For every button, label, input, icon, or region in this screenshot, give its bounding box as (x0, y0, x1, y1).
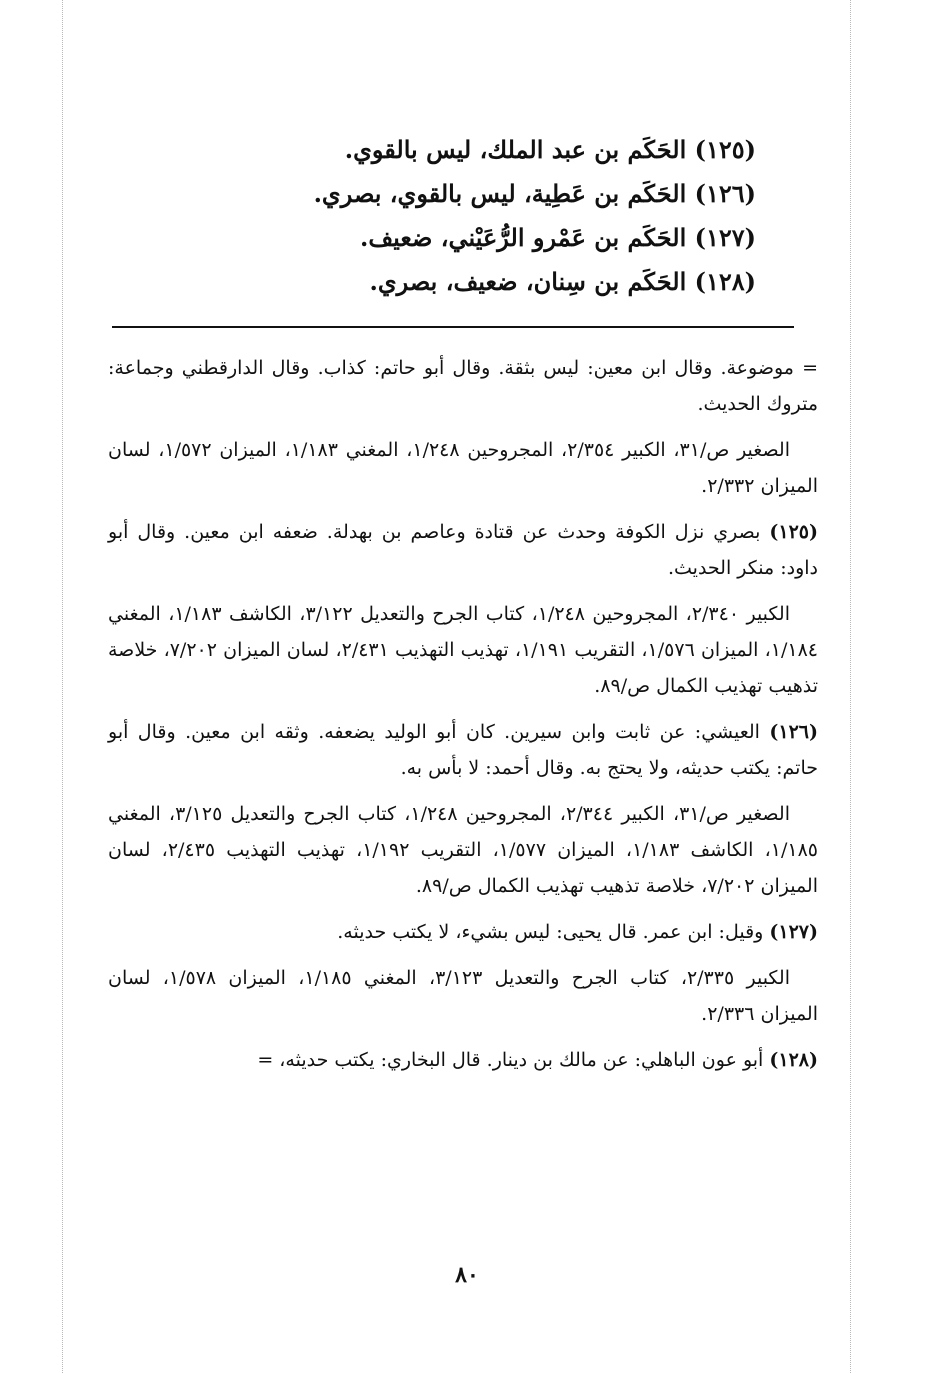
footnote-125-text (108, 514, 818, 586)
footnote-body: وقيل: ابن عمر. قال يحيى: ليس بشيء، لا يكتب حديثه. (337, 921, 764, 943)
footnote-128-text (108, 1042, 818, 1078)
footnote-carryover-refs: الصغير ص/٣١، الكبير ٢/٣٥٤، المجروحين ١/٢٤٨، المغني ١/١٨٣، الميزان ١/٥٧٢، لسان الميزان ٢/٣٣٢. (108, 439, 818, 497)
footnote-126-text (108, 714, 818, 786)
footnote-separator (112, 326, 794, 328)
footnote-number: (١٢٦) (769, 721, 818, 743)
footnote-number: (١٢٧) (769, 921, 818, 943)
page-number: ٨٠ (455, 1262, 479, 1288)
footnote-125-refs: الكبير ٢/٣٤٠، المجروحين ١/٢٤٨، كتاب الجرح والتعديل ٣/١٢٢، الكاشف ١/١٨٣، المغني ١/١٨٤، الميزان ١/٥٧٦، التقريب ١/١٩١، تهذيب التهذيب ٢/٤٣١، لسان الميزان ٧/٢٠٢، خلاصة تذهيب تهذيب الكمال ص/٨٩. (108, 603, 819, 697)
footnote-number: (١٢٨) (769, 1049, 818, 1071)
footnotes (108, 350, 818, 1088)
footnote-carryover-text: = موضوعة. وقال ابن معين: ليس بثقة. وقال أبو حاتم: كذاب. وقال الدارقطني وجماعة: متروك الحديث. (108, 357, 818, 415)
main-entries (196, 128, 756, 304)
footnote-body: بصري نزل الكوفة وحدث عن قتادة وعاصم بن بهدلة. ضعفه ابن معين. وقال أبو داود: منكر الحديث. (108, 521, 818, 579)
entry-126: (١٢٦) الحَكَم بن عَطِية، ليس بالقوي، بصري. (313, 179, 756, 208)
footnote-127-refs: الكبير ٢/٣٣٥، كتاب الجرح والتعديل ٣/١٢٣، المغني ١/١٨٥، الميزان ١/٥٧٨، لسان الميزان ٢/٣٣٦. (108, 967, 818, 1025)
entry-125: (١٢٥) الحَكَم بن عبد الملك، ليس بالقوي. (344, 135, 756, 164)
footnote-body: العيشي: عن ثابت وابن سيرين. كان أبو الوليد يضعفه. وثقه ابن معين. وقال أبو حاتم: يكتب حديثه، ولا يحتج به. وقال أحمد: لا بأس به. (108, 721, 818, 779)
footnote-number: (١٢٥) (769, 521, 819, 543)
footnote-body: أبو عون الباهلي: عن مالك بن دينار. قال البخاري: يكتب حديثه، = (257, 1049, 764, 1071)
footnote-127-text (108, 914, 818, 950)
footnote-126-refs: الصغير ص/٣١، الكبير ٢/٣٤٤، المجروحين ١/٢٤٨، كتاب الجرح والتعديل ٣/١٢٥، المغني ١/١٨٥، الكاشف ١/١٨٣، الميزان ١/٥٧٧، التقريب ١/١٩٢، تهذيب التهذيب ٢/٤٣٥، لسان الميزان ٧/٢٠٢، خلاصة تذهيب تهذيب الكمال ص/٨٩. (108, 803, 818, 897)
entry-127: (١٢٧) الحَكَم بن عَمْرو الرُّعَيْني، ضعيف. (359, 223, 756, 252)
entry-128: (١٢٨) الحَكَم بن سِنان، ضعيف، بصري. (369, 267, 756, 296)
